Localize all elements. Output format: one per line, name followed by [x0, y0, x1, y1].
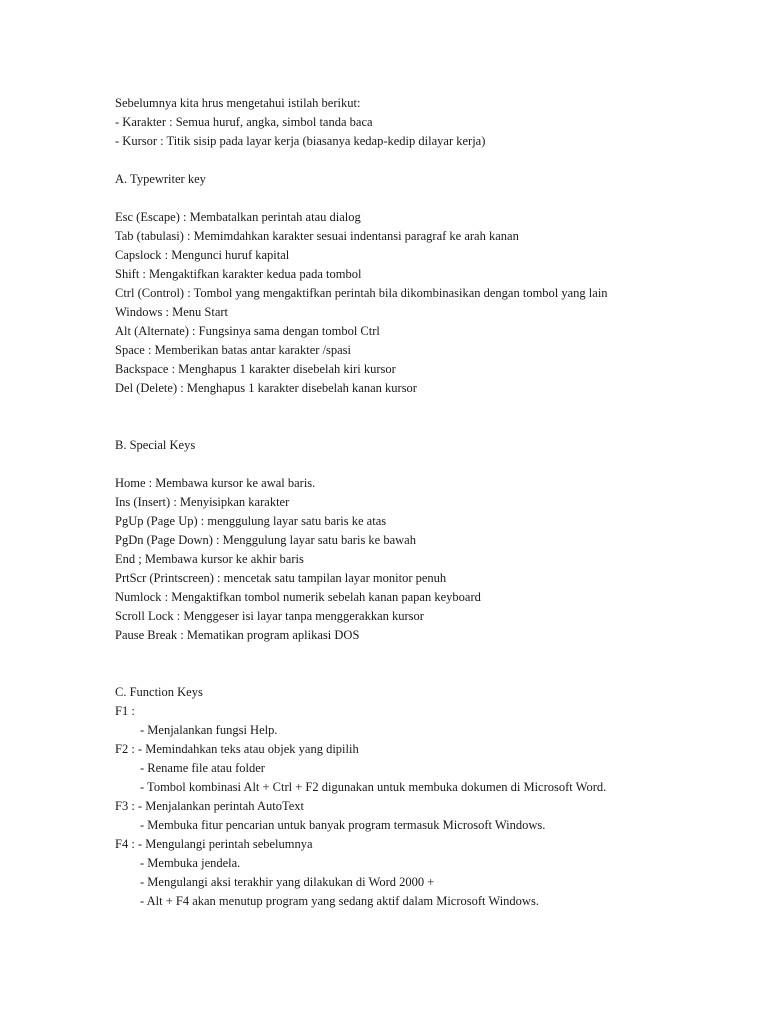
section-typewriter-keys: [115, 170, 735, 398]
key-definition: Pause Break : Mematikan program aplikasi DOS: [115, 628, 360, 642]
function-key-f2: F2 : - Memindahkan teks atau objek yang dipilih: [115, 742, 359, 756]
key-definition: Ins (Insert) : Menyisipkan karakter: [115, 495, 290, 509]
section-heading: C. Function Keys: [115, 685, 203, 699]
section-special-keys: [115, 436, 735, 645]
key-definition: Ctrl (Control) : Tombol yang mengaktifkan perintah bila dikombinasikan dengan tombol yang lain: [115, 286, 608, 300]
function-key-detail: - Rename file atau folder: [140, 761, 265, 775]
spacer: [115, 417, 735, 436]
function-key-detail: - Menjalankan fungsi Help.: [140, 723, 278, 737]
key-definition: PgUp (Page Up) : menggulung layar satu baris ke atas: [115, 514, 387, 528]
function-key-f1: F1 :: [115, 704, 135, 718]
spacer: [115, 455, 735, 474]
key-definition: Shift : Mengaktifkan karakter kedua pada tombol: [115, 267, 362, 281]
key-definition: Backspace : Menghapus 1 karakter disebelah kiri kursor: [115, 362, 396, 376]
key-definition: Numlock : Mengaktifkan tombol numerik sebelah kanan papan keyboard: [115, 590, 481, 604]
key-definition: Tab (tabulasi) : Memimdahkan karakter sesuai indentansi paragraf ke arah kanan: [115, 229, 519, 243]
key-definition: Space : Memberikan batas antar karakter /spasi: [115, 343, 352, 357]
document-body: [115, 94, 735, 911]
key-definition: Home : Membawa kursor ke awal baris.: [115, 476, 316, 490]
key-definition: Windows : Menu Start: [115, 305, 229, 319]
spacer: [115, 645, 735, 664]
function-key-detail: - Membuka fitur pencarian untuk banyak program termasuk Microsoft Windows.: [140, 818, 546, 832]
section-heading: A. Typewriter key: [115, 172, 206, 186]
key-definition: PgDn (Page Down) : Menggulung layar satu baris ke bawah: [115, 533, 416, 547]
key-definition: PrtScr (Printscreen) : mencetak satu tampilan layar monitor penuh: [115, 571, 447, 585]
intro-line: - Kursor : Titik sisip pada layar kerja (biasanya kedap-kedip dilayar kerja): [115, 134, 486, 148]
spacer: [115, 664, 735, 683]
intro-line: Sebelumnya kita hrus mengetahui istilah berikut:: [115, 96, 361, 110]
function-key-f4: F4 : - Mengulangi perintah sebelumnya: [115, 837, 313, 851]
spacer: [115, 398, 735, 417]
section-heading: B. Special Keys: [115, 438, 196, 452]
key-definition: End ; Membawa kursor ke akhir baris: [115, 552, 304, 566]
key-definition: Scroll Lock : Menggeser isi layar tanpa menggerakkan kursor: [115, 609, 424, 623]
key-definition: Capslock : Mengunci huruf kapital: [115, 248, 290, 262]
key-definition: Del (Delete) : Menghapus 1 karakter disebelah kanan kursor: [115, 381, 417, 395]
key-definition: Esc (Escape) : Membatalkan perintah atau dialog: [115, 210, 361, 224]
function-key-f3: F3 : - Menjalankan perintah AutoText: [115, 799, 305, 813]
intro-line: - Karakter : Semua huruf, angka, simbol tanda baca: [115, 115, 373, 129]
function-key-detail: - Tombol kombinasi Alt + Ctrl + F2 digunakan untuk membuka dokumen di Microsoft Word.: [140, 780, 607, 794]
spacer: [115, 189, 735, 208]
key-definition: Alt (Alternate) : Fungsinya sama dengan tombol Ctrl: [115, 324, 380, 338]
function-key-detail: - Mengulangi aksi terakhir yang dilakukan di Word 2000 +: [140, 875, 435, 889]
intro-block: [115, 94, 735, 151]
section-function-keys: [115, 683, 735, 911]
spacer: [115, 151, 735, 170]
function-key-detail: - Membuka jendela.: [140, 856, 241, 870]
function-key-detail: - Alt + F4 akan menutup program yang sedang aktif dalam Microsoft Windows.: [140, 894, 539, 908]
